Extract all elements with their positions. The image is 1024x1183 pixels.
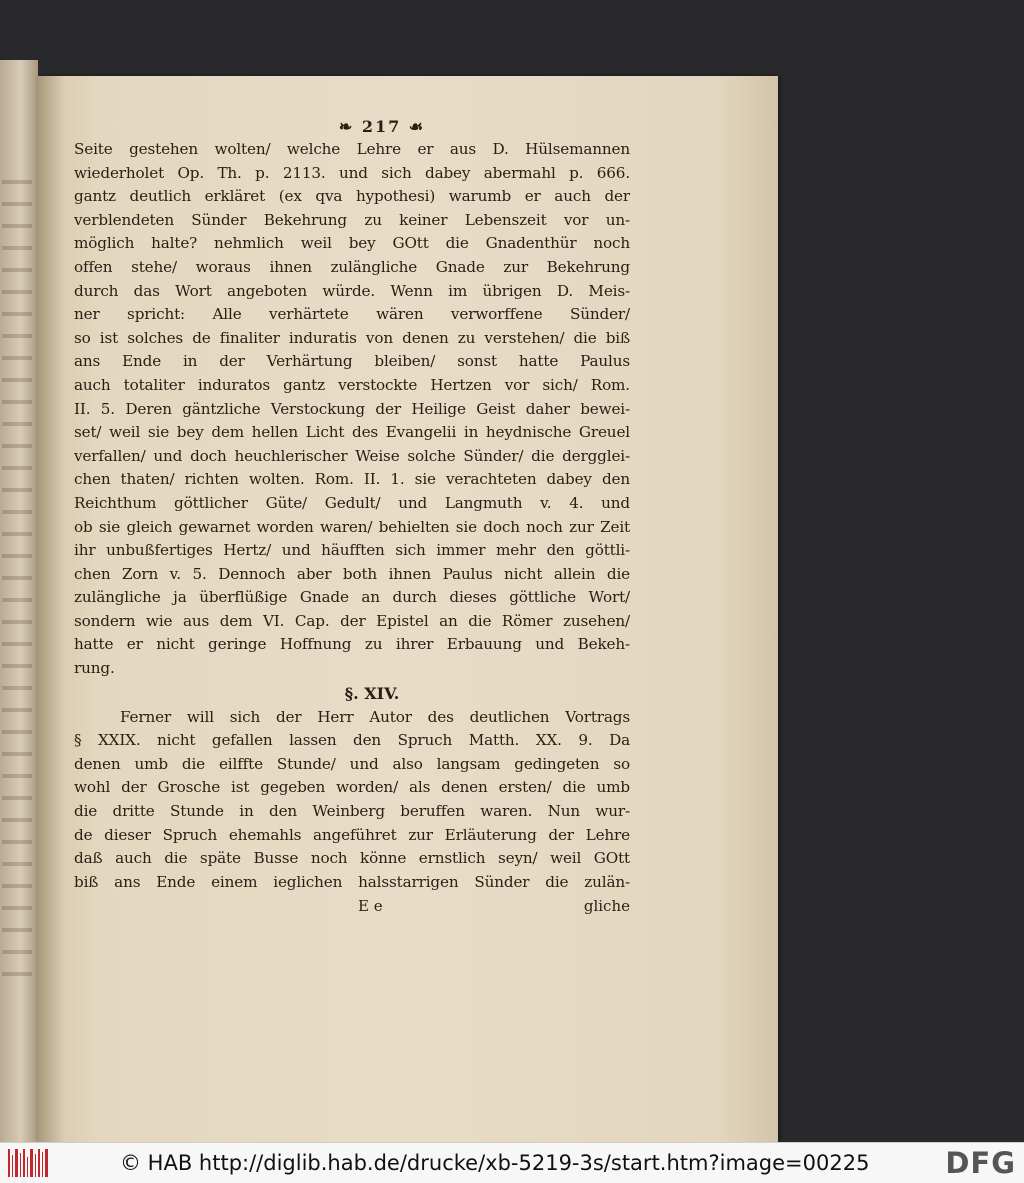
book-page bbox=[38, 76, 778, 1142]
text-line: § XXIX. nicht gefallen lassen den Spruch Matth. XX. 9. Da bbox=[74, 731, 630, 750]
text-line: rung. bbox=[74, 659, 115, 678]
text-line: auch totaliter induratos gantz verstockte Hertzen vor sich/ Rom. bbox=[74, 375, 630, 394]
page-text-block bbox=[74, 116, 630, 918]
paragraph-2 bbox=[74, 706, 630, 895]
text-line: ob sie gleich gewarnet worden waren/ behielten sie doch noch zur Zeit bbox=[74, 517, 630, 536]
section-heading: §. XIV. bbox=[344, 683, 400, 703]
text-line: ans Ende in der Verhärtung bleiben/ sonst hatte Paulus bbox=[74, 352, 630, 371]
hab-barcode-logo bbox=[8, 1149, 48, 1177]
page-number-value: 217 bbox=[361, 117, 402, 136]
text-line: wiederholet Op. Th. p. 2113. und sich dabey abermahl p. 666. bbox=[74, 163, 630, 182]
text-line: hatte er nicht geringe Hoffnung zu ihrer Erbauung und Bekeh- bbox=[74, 635, 630, 654]
ornament-right: ☙ bbox=[401, 117, 426, 136]
text-line: verblendeten Sünder Bekehrung zu keiner Lebenszeit vor un- bbox=[74, 210, 630, 229]
text-line: ner spricht: Alle verhärtete wären verworffene Sünder/ bbox=[74, 305, 630, 324]
text-line: möglich halte? nehmlich weil bey GOtt die Gnadenthür noch bbox=[74, 234, 630, 253]
catchword: gliche bbox=[583, 897, 630, 916]
signature-mark: E e bbox=[358, 897, 383, 916]
text-line: die dritte Stunde in den Weinberg beruffen waren. Nun wur- bbox=[74, 802, 630, 821]
text-line: Ferner will sich der Herr Autor des deutlichen Vortrags bbox=[120, 707, 630, 726]
text-line: so ist solches de finaliter induratis von denen zu verstehen/ die biß bbox=[74, 328, 630, 347]
text-line: ihr unbußfertiges Hertz/ und häufften sich immer mehr den göttli- bbox=[74, 541, 630, 560]
paragraph-1 bbox=[74, 138, 630, 681]
left-page-bleed-text bbox=[2, 180, 32, 980]
page-number bbox=[134, 116, 630, 138]
text-line: Seite gestehen wolten/ welche Lehre er aus D. Hülsemannen bbox=[74, 140, 630, 158]
text-line: Reichthum göttlicher Güte/ Gedult/ und Langmuth v. 4. und bbox=[74, 493, 630, 512]
text-line: II. 5. Deren gäntzliche Verstockung der Heilige Geist daher bewei- bbox=[74, 399, 630, 418]
text-line: set/ weil sie bey dem hellen Licht des Evangelii in heydnische Greuel bbox=[74, 423, 630, 442]
text-line: gantz deutlich erkläret (ex qva hypothesi) warumb er auch der bbox=[74, 187, 630, 206]
ornament-left: ❧ bbox=[338, 117, 362, 136]
text-line: de dieser Spruch ehemahls angeführet zur Erläuterung der Lehre bbox=[74, 825, 630, 844]
copyright-link[interactable]: © HAB http://diglib.hab.de/drucke/xb-5219-3s/start.htm?image=00225 bbox=[120, 1151, 870, 1175]
text-line: sondern wie aus dem VI. Cap. der Epistel an die Römer zusehen/ bbox=[74, 611, 630, 630]
text-line: biß ans Ende einem ieglichen halsstarrigen Sünder die zulän- bbox=[74, 872, 630, 891]
footer-bar bbox=[0, 1142, 1024, 1183]
dfg-logo: DFG bbox=[945, 1146, 1016, 1180]
text-line: daß auch die späte Busse noch könne ernstlich seyn/ weil GOtt bbox=[74, 849, 630, 868]
text-line: denen umb die eilffte Stunde/ und also langsam gedingeten so bbox=[74, 754, 630, 773]
text-line: wohl der Grosche ist gegeben worden/ als denen ersten/ die umb bbox=[74, 778, 630, 797]
text-line: zulängliche ja überflüßige Gnade an durch dieses göttliche Wort/ bbox=[74, 588, 630, 607]
left-page-edge bbox=[0, 60, 38, 1142]
gutter-shadow bbox=[38, 76, 64, 1142]
catchword-row bbox=[74, 894, 630, 918]
text-line: durch das Wort angeboten würde. Wenn im übrigen D. Meis- bbox=[74, 281, 630, 300]
text-line: offen stehe/ woraus ihnen zulängliche Gnade zur Bekehrung bbox=[74, 257, 630, 276]
text-line: chen thaten/ richten wolten. Rom. II. 1. sie verachteten dabey den bbox=[74, 470, 630, 489]
text-line: chen Zorn v. 5. Dennoch aber both ihnen Paulus nicht allein die bbox=[74, 564, 630, 583]
text-line: verfallen/ und doch heuchlerischer Weise solche Sünder/ die dergglei- bbox=[74, 446, 630, 465]
